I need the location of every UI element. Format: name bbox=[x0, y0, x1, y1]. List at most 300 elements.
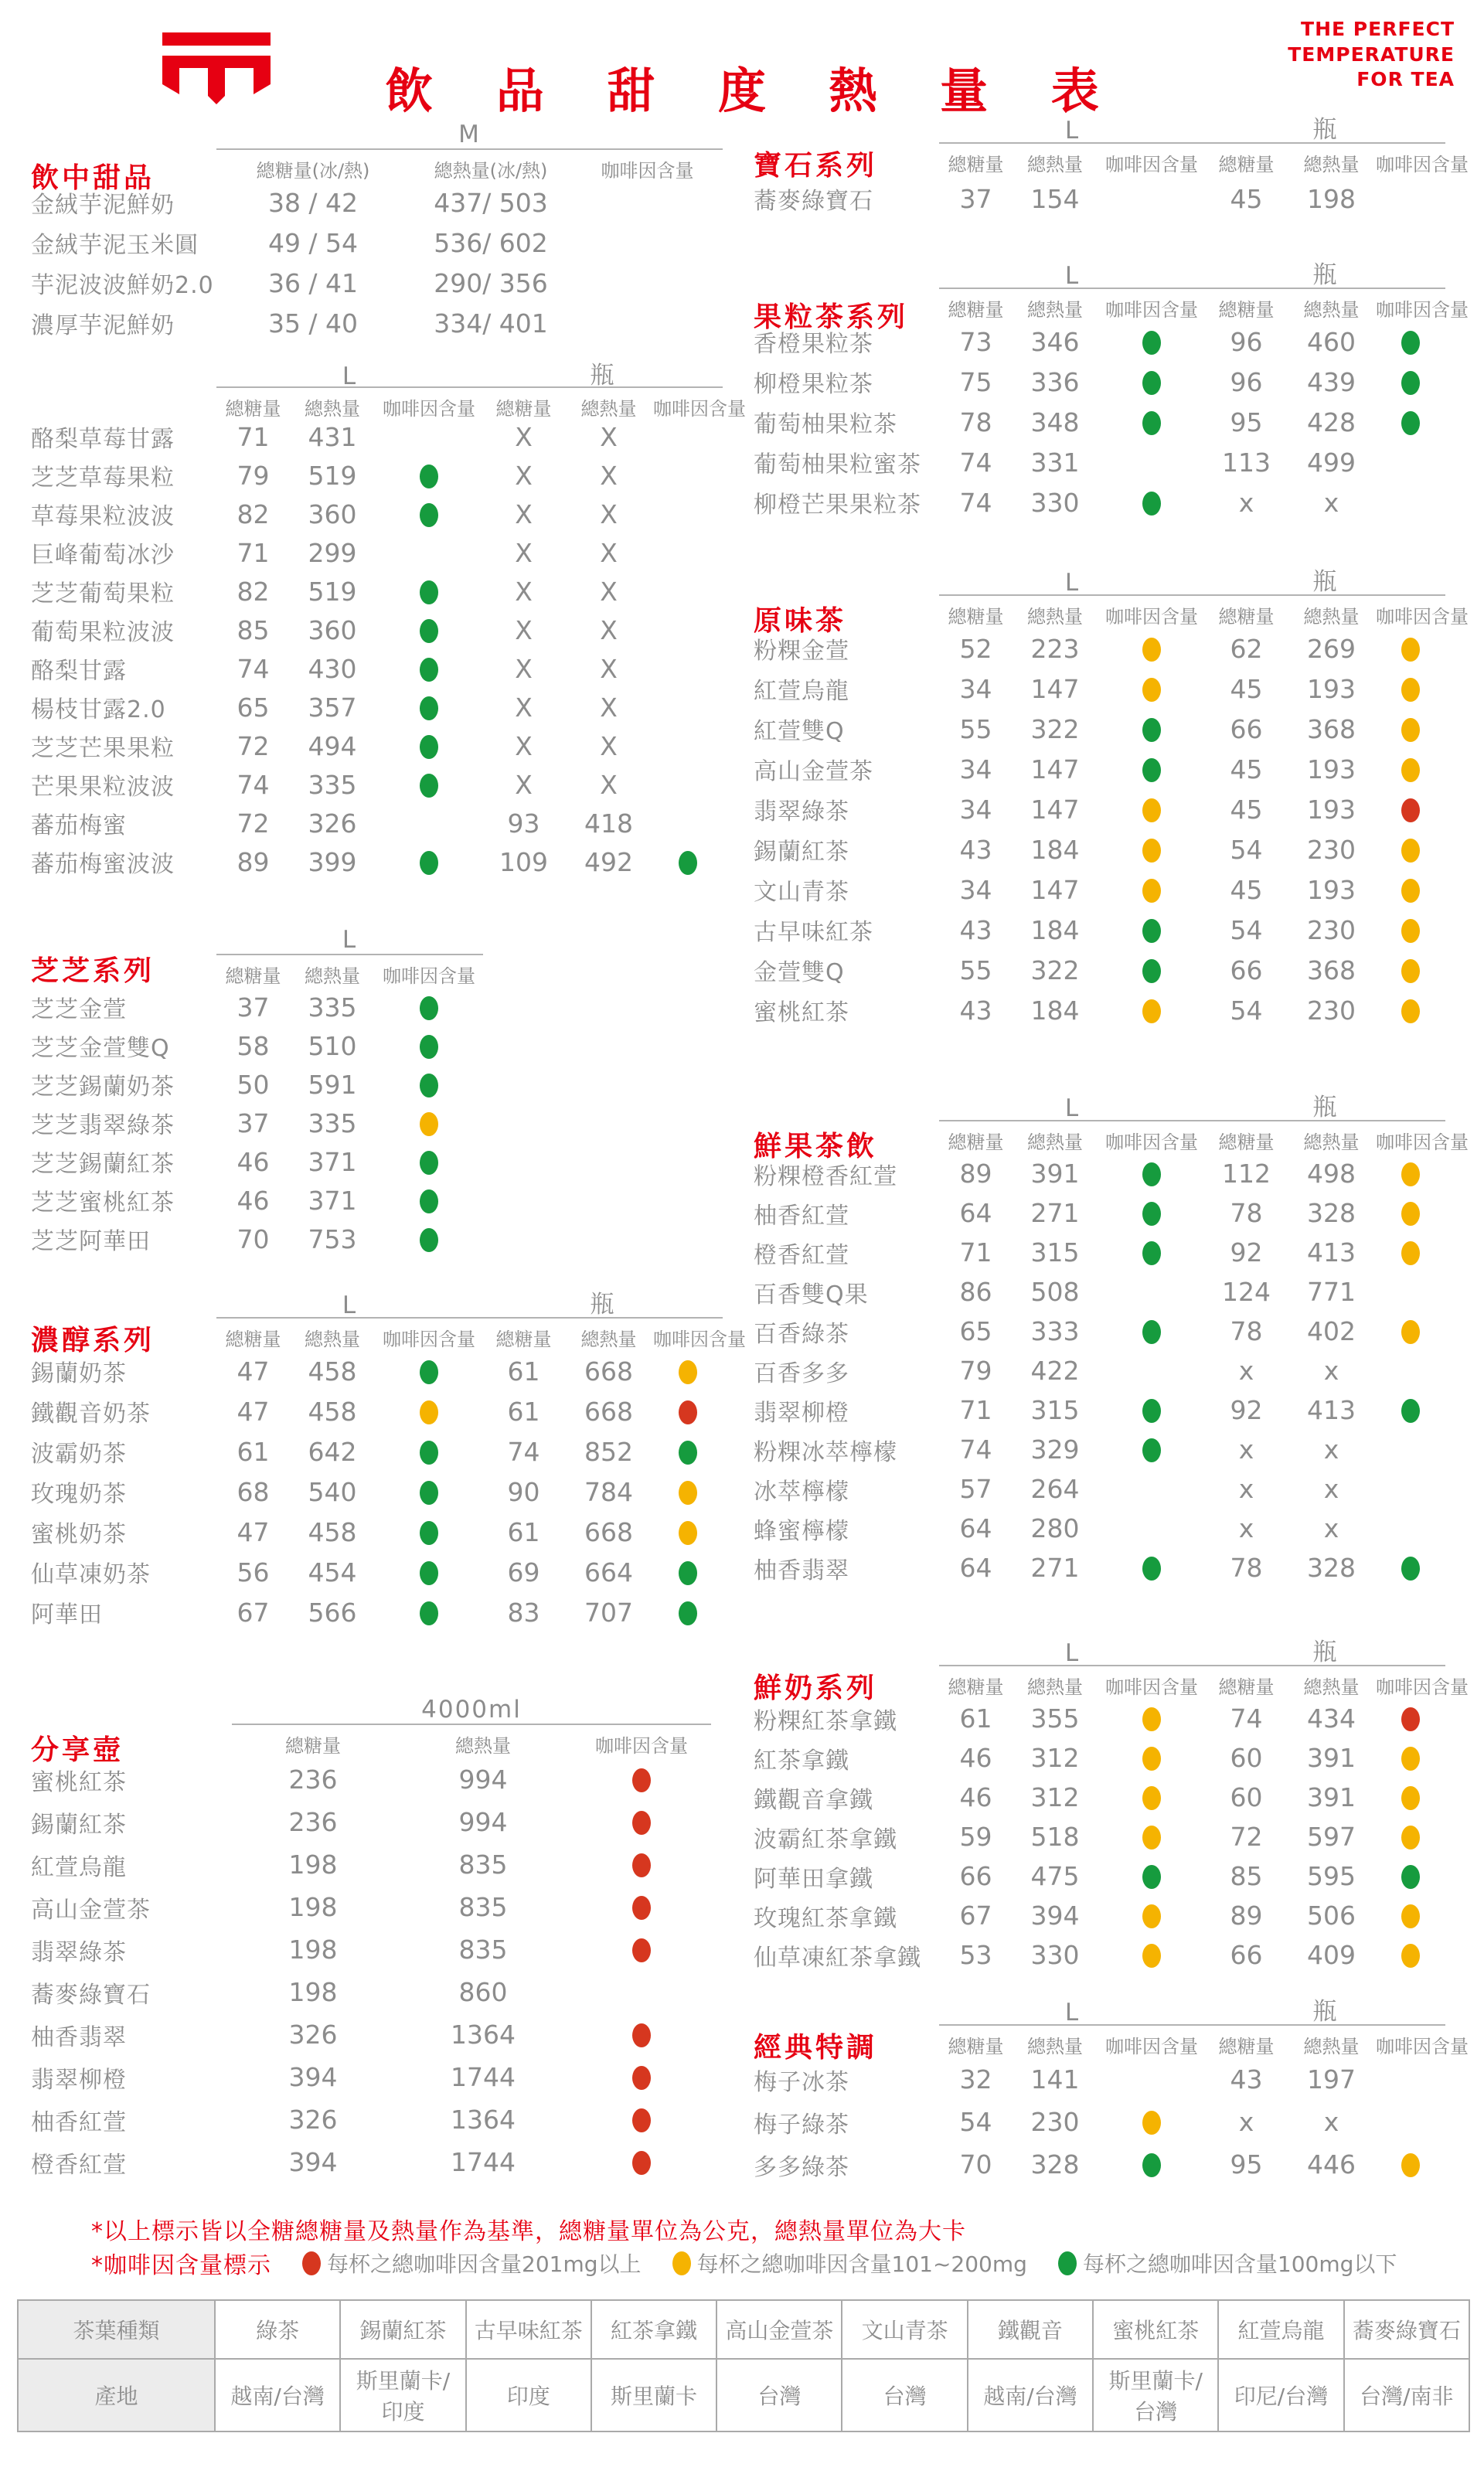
column-label-caffeine: 咖啡因含量 bbox=[383, 1329, 475, 1350]
calorie-value: 994 bbox=[458, 1807, 508, 1837]
caffeine-dot-yellow bbox=[1401, 1747, 1420, 1771]
table-row bbox=[754, 709, 1445, 749]
caffeine-cell bbox=[1376, 1941, 1445, 1969]
drink-name: 百香多多 bbox=[754, 1360, 849, 1387]
sugar-value: X bbox=[515, 421, 533, 452]
calorie-value: 333 bbox=[1030, 1316, 1080, 1346]
caffeine-cell bbox=[1098, 369, 1206, 396]
origin-row-header: 產地 bbox=[18, 2359, 215, 2431]
drink-name: 柚香翡翠 bbox=[754, 1557, 849, 1584]
caffeine-cell bbox=[572, 2106, 711, 2133]
calorie-value: X bbox=[600, 653, 618, 684]
caffeine-cell bbox=[572, 1809, 711, 1836]
sugar-value: x bbox=[1238, 1474, 1254, 1504]
caffeine-dot-green bbox=[1142, 919, 1161, 943]
calorie-value: 230 bbox=[1307, 834, 1356, 865]
sugar-value: x bbox=[1238, 1434, 1254, 1465]
caffeine-cell bbox=[375, 1519, 483, 1546]
column-label-cal: 總熱量 bbox=[1303, 1676, 1360, 1698]
caffeine-cell bbox=[1098, 756, 1206, 783]
caffeine-cell bbox=[1098, 489, 1206, 516]
table-row bbox=[754, 1548, 1445, 1588]
caffeine-dot-green bbox=[420, 1151, 438, 1175]
sugar-value: 55 bbox=[959, 713, 992, 744]
caffeine-cell bbox=[1376, 635, 1445, 662]
tea-origin-cell: 越南/台灣 bbox=[968, 2359, 1093, 2431]
size-label: 4000ml bbox=[421, 1696, 522, 1724]
sugar-value: 64 bbox=[959, 1513, 992, 1543]
table-row bbox=[754, 1272, 1445, 1312]
drink-name: 翡翠綠茶 bbox=[31, 1938, 127, 1966]
sugar-value: 74 bbox=[237, 653, 270, 684]
sugar-value: 74 bbox=[959, 447, 992, 478]
caffeine-dot-yellow bbox=[1142, 1786, 1161, 1810]
calorie-value: 328 bbox=[1307, 1198, 1356, 1228]
column-label-caffeine: 咖啡因含量 bbox=[601, 160, 694, 182]
calorie-value: 668 bbox=[584, 1396, 633, 1427]
table-row bbox=[31, 688, 723, 727]
drink-name: 橙香紅萱 bbox=[754, 1241, 849, 1269]
caffeine-cell bbox=[1376, 1705, 1445, 1732]
calorie-value: 371 bbox=[308, 1146, 357, 1177]
calorie-value: 360 bbox=[308, 614, 357, 645]
drink-name: 翡翠柳橙 bbox=[754, 1399, 849, 1427]
table-row bbox=[754, 669, 1445, 709]
table-row bbox=[31, 1391, 723, 1431]
tea-origin-cell: 斯里蘭卡 bbox=[591, 2359, 716, 2431]
calorie-value: 290/ 356 bbox=[434, 267, 548, 298]
caffeine-cell bbox=[653, 1358, 723, 1385]
size-group-header bbox=[1206, 594, 1469, 628]
calorie-value: 315 bbox=[1030, 1237, 1080, 1268]
caffeine-dot-green bbox=[1142, 1865, 1161, 1889]
column-label-caffeine: 咖啡因含量 bbox=[653, 1329, 746, 1350]
drink-name: 楊枝甘露2.0 bbox=[31, 696, 166, 723]
legend-prefix: *咖啡因含量標示 bbox=[91, 2252, 271, 2279]
caffeine-cell bbox=[653, 1438, 723, 1465]
size-group-header bbox=[939, 1120, 1206, 1154]
table-row bbox=[31, 1592, 723, 1632]
calorie-value: 330 bbox=[1030, 487, 1080, 518]
drink-name: 錫蘭奶茶 bbox=[31, 1360, 127, 1387]
caffeine-dot-yellow bbox=[1142, 2111, 1161, 2135]
calorie-value: 330 bbox=[1030, 1940, 1080, 1970]
sugar-value: 53 bbox=[959, 1940, 992, 1970]
calorie-value: X bbox=[600, 730, 618, 761]
sugar-value: 56 bbox=[237, 1557, 270, 1588]
drink-name: 芝芝錫蘭紅茶 bbox=[31, 1151, 175, 1178]
tea-type-cell: 文山青茶 bbox=[842, 2300, 967, 2359]
caffeine-dot-green bbox=[679, 1601, 697, 1625]
sugar-value: 93 bbox=[507, 808, 540, 839]
sugar-value: 70 bbox=[237, 1223, 270, 1254]
column-label-cal: 總熱量 bbox=[580, 1329, 637, 1350]
drink-name: 鐵觀音拿鐵 bbox=[754, 1786, 873, 1814]
caffeine-cell bbox=[1098, 876, 1206, 904]
column-label-sugar: 總糖量 bbox=[948, 2036, 1004, 2057]
caffeine-dot-green bbox=[1401, 1865, 1420, 1889]
sugar-value: 67 bbox=[237, 1597, 270, 1628]
sugar-value: 59 bbox=[959, 1822, 992, 1852]
size-group-header bbox=[232, 1724, 711, 1758]
calorie-value: 506 bbox=[1307, 1901, 1356, 1931]
origin-row-header: 茶葉種類 bbox=[18, 2300, 215, 2359]
caffeine-dot-green bbox=[420, 1074, 438, 1097]
caffeine-dot-yellow bbox=[1142, 1944, 1161, 1968]
caffeine-dot-green bbox=[1142, 1162, 1161, 1186]
slogan-line: FOR TEA bbox=[1356, 68, 1455, 90]
size-group-header bbox=[939, 2024, 1206, 2058]
caffeine-cell bbox=[375, 1358, 483, 1385]
column-label-cal: 總熱量 bbox=[1303, 1132, 1360, 1153]
sugar-value: 43 bbox=[959, 914, 992, 945]
caffeine-dot-green bbox=[420, 996, 438, 1020]
caffeine-dot-green bbox=[420, 735, 438, 759]
table-row bbox=[31, 765, 723, 804]
calorie-value: 328 bbox=[1307, 1553, 1356, 1583]
sugar-value: 34 bbox=[959, 794, 992, 825]
calorie-value: 402 bbox=[1307, 1316, 1356, 1346]
drink-name: 百香綠茶 bbox=[754, 1320, 849, 1348]
column-label-caffeine: 咖啡因含量 bbox=[1105, 1132, 1198, 1153]
column-label-cal: 總熱量 bbox=[1027, 2036, 1083, 2057]
caffeine-dot-green bbox=[420, 1521, 438, 1545]
sugar-value: 198 bbox=[288, 1977, 338, 2007]
caffeine-cell bbox=[375, 501, 483, 528]
drink-name: 多多綠茶 bbox=[754, 2153, 849, 2181]
section-title: 濃醇系列 bbox=[31, 1324, 155, 1356]
caffeine-cell bbox=[375, 462, 483, 489]
sugar-value: X bbox=[515, 653, 533, 684]
table-row bbox=[754, 402, 1445, 442]
section-original bbox=[754, 562, 1469, 1030]
sugar-value: 79 bbox=[237, 460, 270, 491]
calorie-value: 147 bbox=[1030, 794, 1080, 825]
table-row bbox=[754, 1856, 1445, 1896]
table-row bbox=[31, 1758, 723, 1801]
table-row bbox=[31, 1026, 723, 1065]
caffeine-dot-yellow bbox=[1401, 718, 1420, 742]
table-row bbox=[31, 2098, 723, 2141]
section-title: 原味茶 bbox=[754, 604, 847, 637]
caffeine-dot-yellow bbox=[1401, 1944, 1420, 1968]
calorie-value: 499 bbox=[1307, 447, 1356, 478]
calorie-value: 536/ 602 bbox=[434, 227, 548, 258]
sugar-value: 54 bbox=[1230, 995, 1263, 1026]
drink-name: 粉粿紅茶拿鐵 bbox=[754, 1707, 897, 1735]
size-label: L bbox=[1064, 117, 1081, 145]
calorie-value: 346 bbox=[1030, 326, 1080, 357]
drink-name: 柚香翡翠 bbox=[31, 2023, 127, 2051]
table-row bbox=[754, 1312, 1445, 1351]
sugar-value: 78 bbox=[1230, 1198, 1263, 1228]
calorie-value: 508 bbox=[1030, 1277, 1080, 1307]
drink-name: 金萱雙Q bbox=[754, 959, 845, 986]
drink-name: 蕃茄梅蜜 bbox=[31, 812, 127, 839]
caffeine-cell bbox=[375, 771, 483, 798]
caffeine-dot-red bbox=[632, 1896, 651, 1920]
sugar-value: 74 bbox=[959, 487, 992, 518]
caffeine-cell bbox=[1376, 369, 1445, 396]
drink-name: 草莓果粒波波 bbox=[31, 503, 175, 530]
caffeine-cell bbox=[1098, 676, 1206, 703]
size-group-header bbox=[216, 148, 723, 182]
table-row bbox=[754, 1351, 1445, 1390]
caffeine-dot-green bbox=[1401, 1399, 1420, 1423]
calorie-value: 371 bbox=[308, 1185, 357, 1216]
sugar-value: 61 bbox=[959, 1703, 992, 1734]
caffeine-cell bbox=[653, 1559, 723, 1586]
calorie-value: 329 bbox=[1030, 1434, 1080, 1465]
sugar-value: x bbox=[1238, 1356, 1254, 1386]
caffeine-dot-yellow bbox=[1142, 1826, 1161, 1850]
calorie-value: 336 bbox=[1030, 366, 1080, 397]
tea-origin-cell: 印尼/台灣 bbox=[1218, 2359, 1343, 2431]
calorie-value: 230 bbox=[1307, 914, 1356, 945]
sugar-value: 95 bbox=[1230, 407, 1263, 437]
sugar-value: 66 bbox=[1230, 713, 1263, 744]
sugar-value: 61 bbox=[237, 1436, 270, 1467]
sugar-value: 61 bbox=[507, 1516, 540, 1547]
table-row bbox=[31, 1181, 723, 1220]
calorie-value: 771 bbox=[1307, 1277, 1356, 1307]
calorie-value: 413 bbox=[1307, 1237, 1356, 1268]
table-row bbox=[31, 988, 723, 1026]
calorie-value: 394 bbox=[1030, 1901, 1080, 1931]
calorie-value: 147 bbox=[1030, 874, 1080, 905]
table-row bbox=[754, 1390, 1445, 1430]
drink-name: 紅萱烏龍 bbox=[31, 1853, 127, 1881]
sugar-value: 198 bbox=[288, 1850, 338, 1880]
size-group-header bbox=[216, 1317, 483, 1351]
caffeine-dot-green bbox=[420, 1441, 438, 1465]
sugar-value: 124 bbox=[1222, 1277, 1271, 1307]
sugar-value: 38 / 42 bbox=[267, 187, 359, 218]
caffeine-dot-yellow bbox=[1142, 879, 1161, 903]
caffeine-cell bbox=[653, 1599, 723, 1626]
calorie-value: 360 bbox=[308, 499, 357, 529]
drink-name: 高山金萱茶 bbox=[754, 758, 873, 785]
drink-name: 粉粿橙香紅萱 bbox=[754, 1162, 897, 1190]
table-row bbox=[31, 263, 723, 303]
table-row bbox=[754, 1469, 1445, 1509]
calorie-value: 141 bbox=[1030, 2064, 1080, 2095]
caffeine-cell bbox=[1098, 1318, 1206, 1345]
caffeine-dot-yellow bbox=[1401, 678, 1420, 702]
sugar-value: 37 bbox=[237, 1108, 270, 1138]
caffeine-cell bbox=[375, 617, 483, 644]
caffeine-cell bbox=[1376, 796, 1445, 823]
caffeine-dot-green bbox=[1401, 371, 1420, 395]
column-label-caffeine: 咖啡因含量 bbox=[1105, 154, 1198, 175]
calorie-value: 434 bbox=[1307, 1703, 1356, 1734]
drink-name: 芝芝金萱 bbox=[31, 996, 127, 1023]
column-label-caffeine: 咖啡因含量 bbox=[1376, 299, 1469, 321]
section-special bbox=[754, 1992, 1469, 2186]
size-label: 瓶 bbox=[1312, 1998, 1339, 2026]
column-label-sugar: 總糖量 bbox=[495, 398, 552, 420]
caffeine-dot-green bbox=[420, 696, 438, 720]
caffeine-dot-green bbox=[420, 465, 438, 488]
caffeine-cell bbox=[572, 1894, 711, 1921]
caffeine-cell bbox=[1376, 1397, 1445, 1424]
calorie-value: 707 bbox=[584, 1597, 633, 1628]
drink-name: 蜂蜜檸檬 bbox=[754, 1517, 849, 1545]
drink-name: 翡翠柳橙 bbox=[31, 2066, 127, 2094]
sugar-value: X bbox=[515, 614, 533, 645]
drink-name: 芋泥波波鮮奶2.0 bbox=[31, 272, 214, 299]
caffeine-cell bbox=[1098, 635, 1206, 662]
drink-name: 紅萱烏龍 bbox=[754, 678, 849, 705]
calorie-value: 348 bbox=[1030, 407, 1080, 437]
calorie-value: x bbox=[1323, 1434, 1339, 1465]
caffeine-dot-green bbox=[1142, 331, 1161, 355]
drink-name: 紅萱雙Q bbox=[754, 718, 845, 745]
tea-type-cell: 紅茶拿鐵 bbox=[591, 2300, 716, 2359]
table-row bbox=[31, 417, 723, 456]
sugar-value: 60 bbox=[1230, 1743, 1263, 1773]
caffeine-dot-yellow bbox=[1142, 1707, 1161, 1731]
table-row bbox=[754, 1193, 1445, 1233]
sugar-value: 43 bbox=[1230, 2064, 1263, 2095]
column-label-sugar: 總糖量 bbox=[948, 1676, 1004, 1698]
caffeine-cell bbox=[375, 1599, 483, 1626]
column-label-caffeine: 咖啡因含量 bbox=[1105, 1676, 1198, 1698]
tea-type-cell: 蜜桃紅茶 bbox=[1093, 2300, 1218, 2359]
size-header-row bbox=[754, 1632, 1445, 1665]
table-row bbox=[754, 789, 1445, 829]
sugar-value: 64 bbox=[959, 1198, 992, 1228]
caffeine-dot-green bbox=[420, 1035, 438, 1059]
calorie-value: 280 bbox=[1030, 1513, 1080, 1543]
caffeine-cell bbox=[1098, 2151, 1206, 2178]
sugar-value: x bbox=[1238, 487, 1254, 518]
sugar-value: 43 bbox=[959, 834, 992, 865]
slogan-line: THE PERFECT bbox=[1301, 18, 1455, 40]
calorie-value: 518 bbox=[1030, 1822, 1080, 1852]
sugar-value: 394 bbox=[288, 2062, 338, 2092]
section-title: 芝芝系列 bbox=[31, 955, 155, 987]
calorie-value: 230 bbox=[1030, 2107, 1080, 2137]
caffeine-cell bbox=[1376, 917, 1445, 944]
drink-name: 蜜桃紅茶 bbox=[31, 1768, 127, 1796]
calorie-value: 591 bbox=[308, 1069, 357, 1100]
table-row bbox=[754, 482, 1445, 522]
caffeine-dot-yellow bbox=[1401, 879, 1420, 903]
sugar-value: 95 bbox=[1230, 2149, 1263, 2180]
size-label: L bbox=[342, 362, 358, 390]
section-fresh-fruit bbox=[754, 1087, 1469, 1588]
caffeine-dot-green bbox=[1142, 371, 1161, 395]
sugar-value: 92 bbox=[1230, 1395, 1263, 1425]
legend-item bbox=[672, 2248, 1027, 2278]
slogan-line: TEMPERATURE bbox=[1288, 43, 1455, 66]
sugar-value: 55 bbox=[959, 955, 992, 985]
calorie-value: 642 bbox=[308, 1436, 357, 1467]
calorie-value: X bbox=[600, 769, 618, 800]
calorie-value: 193 bbox=[1307, 874, 1356, 905]
calorie-value: 460 bbox=[1307, 326, 1356, 357]
column-label-sugar: 總糖量 bbox=[285, 1735, 341, 1757]
calorie-value: 328 bbox=[1030, 2149, 1080, 2180]
table-row bbox=[31, 1801, 723, 1843]
caffeine-dot-green bbox=[1142, 2153, 1161, 2177]
tea-origin-cell: 台灣/南非 bbox=[1344, 2359, 1469, 2431]
calorie-value: 391 bbox=[1030, 1159, 1080, 1189]
table-row bbox=[754, 749, 1445, 789]
legend-item bbox=[302, 2248, 642, 2278]
right-column bbox=[754, 0, 1469, 2474]
column-label-sugar: 總糖量 bbox=[1218, 606, 1275, 628]
drink-name: 粉粿冰萃檸檬 bbox=[754, 1438, 897, 1466]
sugar-value: 47 bbox=[237, 1516, 270, 1547]
sugar-value: 61 bbox=[507, 1396, 540, 1427]
size-label: L bbox=[1064, 569, 1081, 597]
column-header-row bbox=[31, 386, 746, 420]
size-header-row bbox=[31, 1690, 723, 1724]
calorie-value: 994 bbox=[458, 1764, 508, 1795]
caffeine-cell bbox=[375, 1398, 483, 1425]
sugar-value: 66 bbox=[1230, 1940, 1263, 1970]
table-row bbox=[31, 1971, 723, 2013]
calorie-value: 1744 bbox=[451, 2062, 516, 2092]
footnote-basis: *以上標示皆以全糖總糖量及熱量作為基準，總糖量單位為公克，總熱量單位為大卡 bbox=[91, 2218, 966, 2245]
sugar-value: 72 bbox=[237, 730, 270, 761]
sugar-value: 86 bbox=[959, 1277, 992, 1307]
size-header-row bbox=[754, 562, 1445, 597]
table-row bbox=[754, 910, 1445, 950]
sugar-value: x bbox=[1238, 1513, 1254, 1543]
calorie-value: X bbox=[600, 537, 618, 568]
caffeine-dot-green bbox=[420, 1228, 438, 1252]
sugar-value: X bbox=[515, 769, 533, 800]
caffeine-cell bbox=[572, 1936, 711, 1963]
sugar-value: 37 bbox=[237, 992, 270, 1023]
drink-name: 鐵觀音奶茶 bbox=[31, 1400, 151, 1428]
section-title: 鮮奶系列 bbox=[754, 1672, 878, 1704]
caffeine-dot-green bbox=[420, 1360, 438, 1384]
drink-name: 阿華田拿鐵 bbox=[754, 1865, 873, 1893]
drink-name: 香橙果粒茶 bbox=[754, 331, 873, 358]
column-label-cal: 總熱量 bbox=[305, 1329, 360, 1350]
section-jug bbox=[31, 1690, 723, 2183]
calorie-value: X bbox=[600, 460, 618, 491]
caffeine-dot-green bbox=[1142, 1399, 1161, 1423]
sugar-value: X bbox=[515, 692, 533, 723]
section-dessert bbox=[31, 116, 723, 343]
size-header-row bbox=[754, 110, 1445, 145]
drink-name: 酪梨甘露 bbox=[31, 658, 127, 685]
calorie-value: 334/ 401 bbox=[434, 308, 548, 339]
caffeine-dot-green bbox=[420, 503, 438, 527]
caffeine-cell bbox=[375, 1071, 483, 1098]
column-label-sugar_ih: 總糖量(冰/熱) bbox=[256, 160, 370, 182]
size-label: L bbox=[1064, 1999, 1081, 2027]
calorie-value: 335 bbox=[308, 992, 357, 1023]
caffeine-dot-green bbox=[420, 1481, 438, 1505]
caffeine-cell bbox=[1098, 1823, 1206, 1850]
page-title: 飲 品 甜 度 熱 量 表 bbox=[385, 62, 1122, 119]
calorie-value: 446 bbox=[1307, 2149, 1356, 2180]
sugar-value: 71 bbox=[959, 1395, 992, 1425]
table-row bbox=[31, 842, 723, 881]
caffeine-cell bbox=[1098, 1784, 1206, 1811]
caffeine-cell bbox=[1098, 1554, 1206, 1581]
drink-name: 古早味紅茶 bbox=[754, 919, 873, 946]
calorie-value: 357 bbox=[308, 692, 357, 723]
size-group-header bbox=[1206, 2024, 1469, 2058]
drink-name: 橙香紅萱 bbox=[31, 2151, 127, 2179]
